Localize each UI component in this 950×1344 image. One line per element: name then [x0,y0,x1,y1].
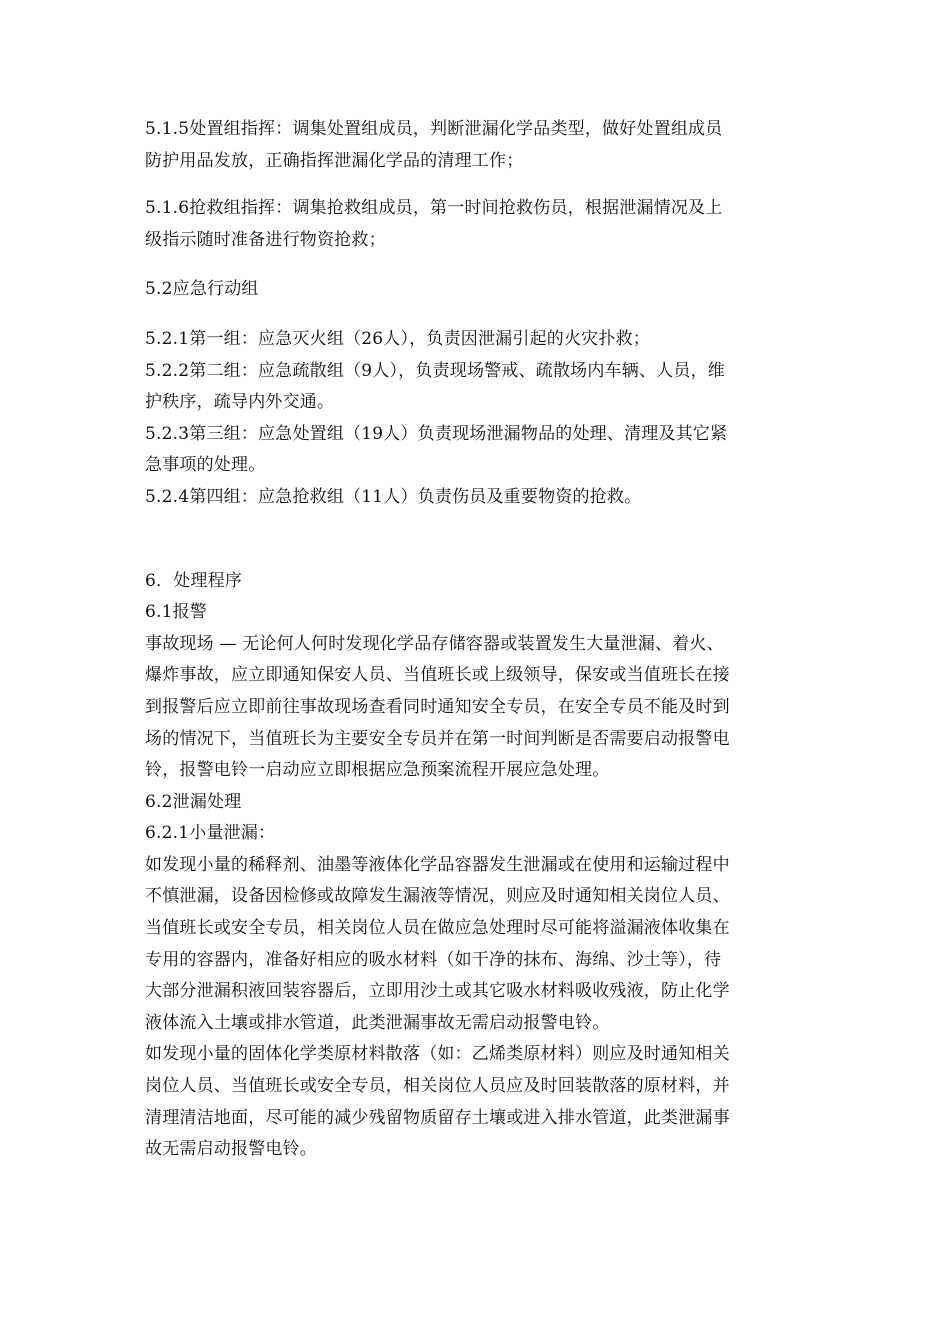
paragraph-line: 不慎泄漏，设备因检修或故障发生漏液等情况，则应及时通知相关岗位人员、 [145,886,730,907]
paragraph-line: 爆炸事故，应立即通知保安人员、当值班长或上级领导，保安或当值班长在接 [145,665,730,686]
paragraph-line: 岗位人员、当值班长或安全专员，相关岗位人员应及时回装散落的原材料，并 [145,1076,730,1097]
paragraph-line: 清理清洁地面，尽可能的减少残留物质留存土壤或进入排水管道，此类泄漏事 [145,1107,730,1128]
document-page [145,114,810,1166]
list-item: 5.2.2第二组：应急疏散组（9人），负责现场警戒、疏散场内车辆、人员，维 [145,360,725,381]
section-5-1-5 [145,114,810,177]
section-5-1-6 [145,193,810,256]
paragraph-line: 液体流入土壤或排水管道，此类泄漏事故无需启动报警电铃。 [145,1012,610,1033]
paragraph-line: 大部分泄漏积液回装容器后，立即用沙土或其它吸水材料吸收残液，防止化学 [145,981,730,1002]
section-heading-6-1: 6.1报警 [145,602,208,623]
section-heading-6: 6．处理程序 [145,570,243,591]
paragraph-line: 当值班长或安全专员，相关岗位人员在做应急处理时尽可能将溢漏液体收集在 [145,918,730,939]
paragraph-line: 到报警后应立即前往事故现场查看同时通知安全专员，在安全专员不能及时到 [145,696,730,717]
paragraph-line: 5.1.5处置组指挥：调集处置组成员，判断泄漏化学品类型，做好处置组成员 [145,119,723,139]
section-heading-6-2-1: 6.2.1小量泄漏： [145,823,276,844]
section-6-2-1-para-1 [145,850,810,1040]
section-6-2-1-para-2 [145,1039,810,1165]
list-item: 5.2.3第三组：应急处置组（19人）负责现场泄漏物品的处理、清理及其它紧 [145,423,728,444]
list-item-continuation: 急事项的处理。 [145,455,266,476]
paragraph-line: 级指示随时准备进行物资抢救； [145,229,386,250]
paragraph-line: 如发现小量的固体化学类原材料散落（如：乙烯类原材料）则应及时通知相关 [145,1044,730,1065]
paragraph-line: 场的情况下，当值班长为主要安全专员并在第一时间判断是否需要启动报警电 [145,728,730,749]
section-6-1-body [145,629,810,787]
paragraph-line: 故无需启动报警电铃。 [145,1139,317,1160]
paragraph-line: 铃，报警电铃一启动应立即根据应急预案流程开展应急处理。 [145,760,610,781]
section-5-2-list [145,324,810,514]
list-item: 5.2.1第一组：应急灭火组（26人），负责因泄漏引起的火灾扑救； [145,328,650,349]
paragraph-line: 事故现场 — 无论何人何时发现化学品存储容器或装置发生大量泄漏、着火、 [145,633,724,654]
list-item: 5.2.4第四组：应急抢救组（11人）负责伤员及重要物资的抢救。 [145,486,642,507]
paragraph-line: 5.1.6抢救组指挥：调集抢救组成员，第一时间抢救伤员，根据泄漏情况及上 [145,198,723,219]
section-heading-6-2: 6.2泄漏处理 [145,791,242,812]
paragraph-line: 防护用品发放，正确指挥泄漏化学品的清理工作； [145,150,524,171]
list-item-continuation: 护秩序，疏导内外交通。 [145,392,335,413]
section-heading-5-2: 5.2应急行动组 [145,279,259,300]
paragraph-line: 专用的容器内，准备好相应的吸水材料（如干净的抹布、海绵、沙土等），待 [145,949,722,970]
paragraph-line: 如发现小量的稀释剂、油墨等液体化学品容器发生泄漏或在使用和运输过程中 [145,854,730,875]
